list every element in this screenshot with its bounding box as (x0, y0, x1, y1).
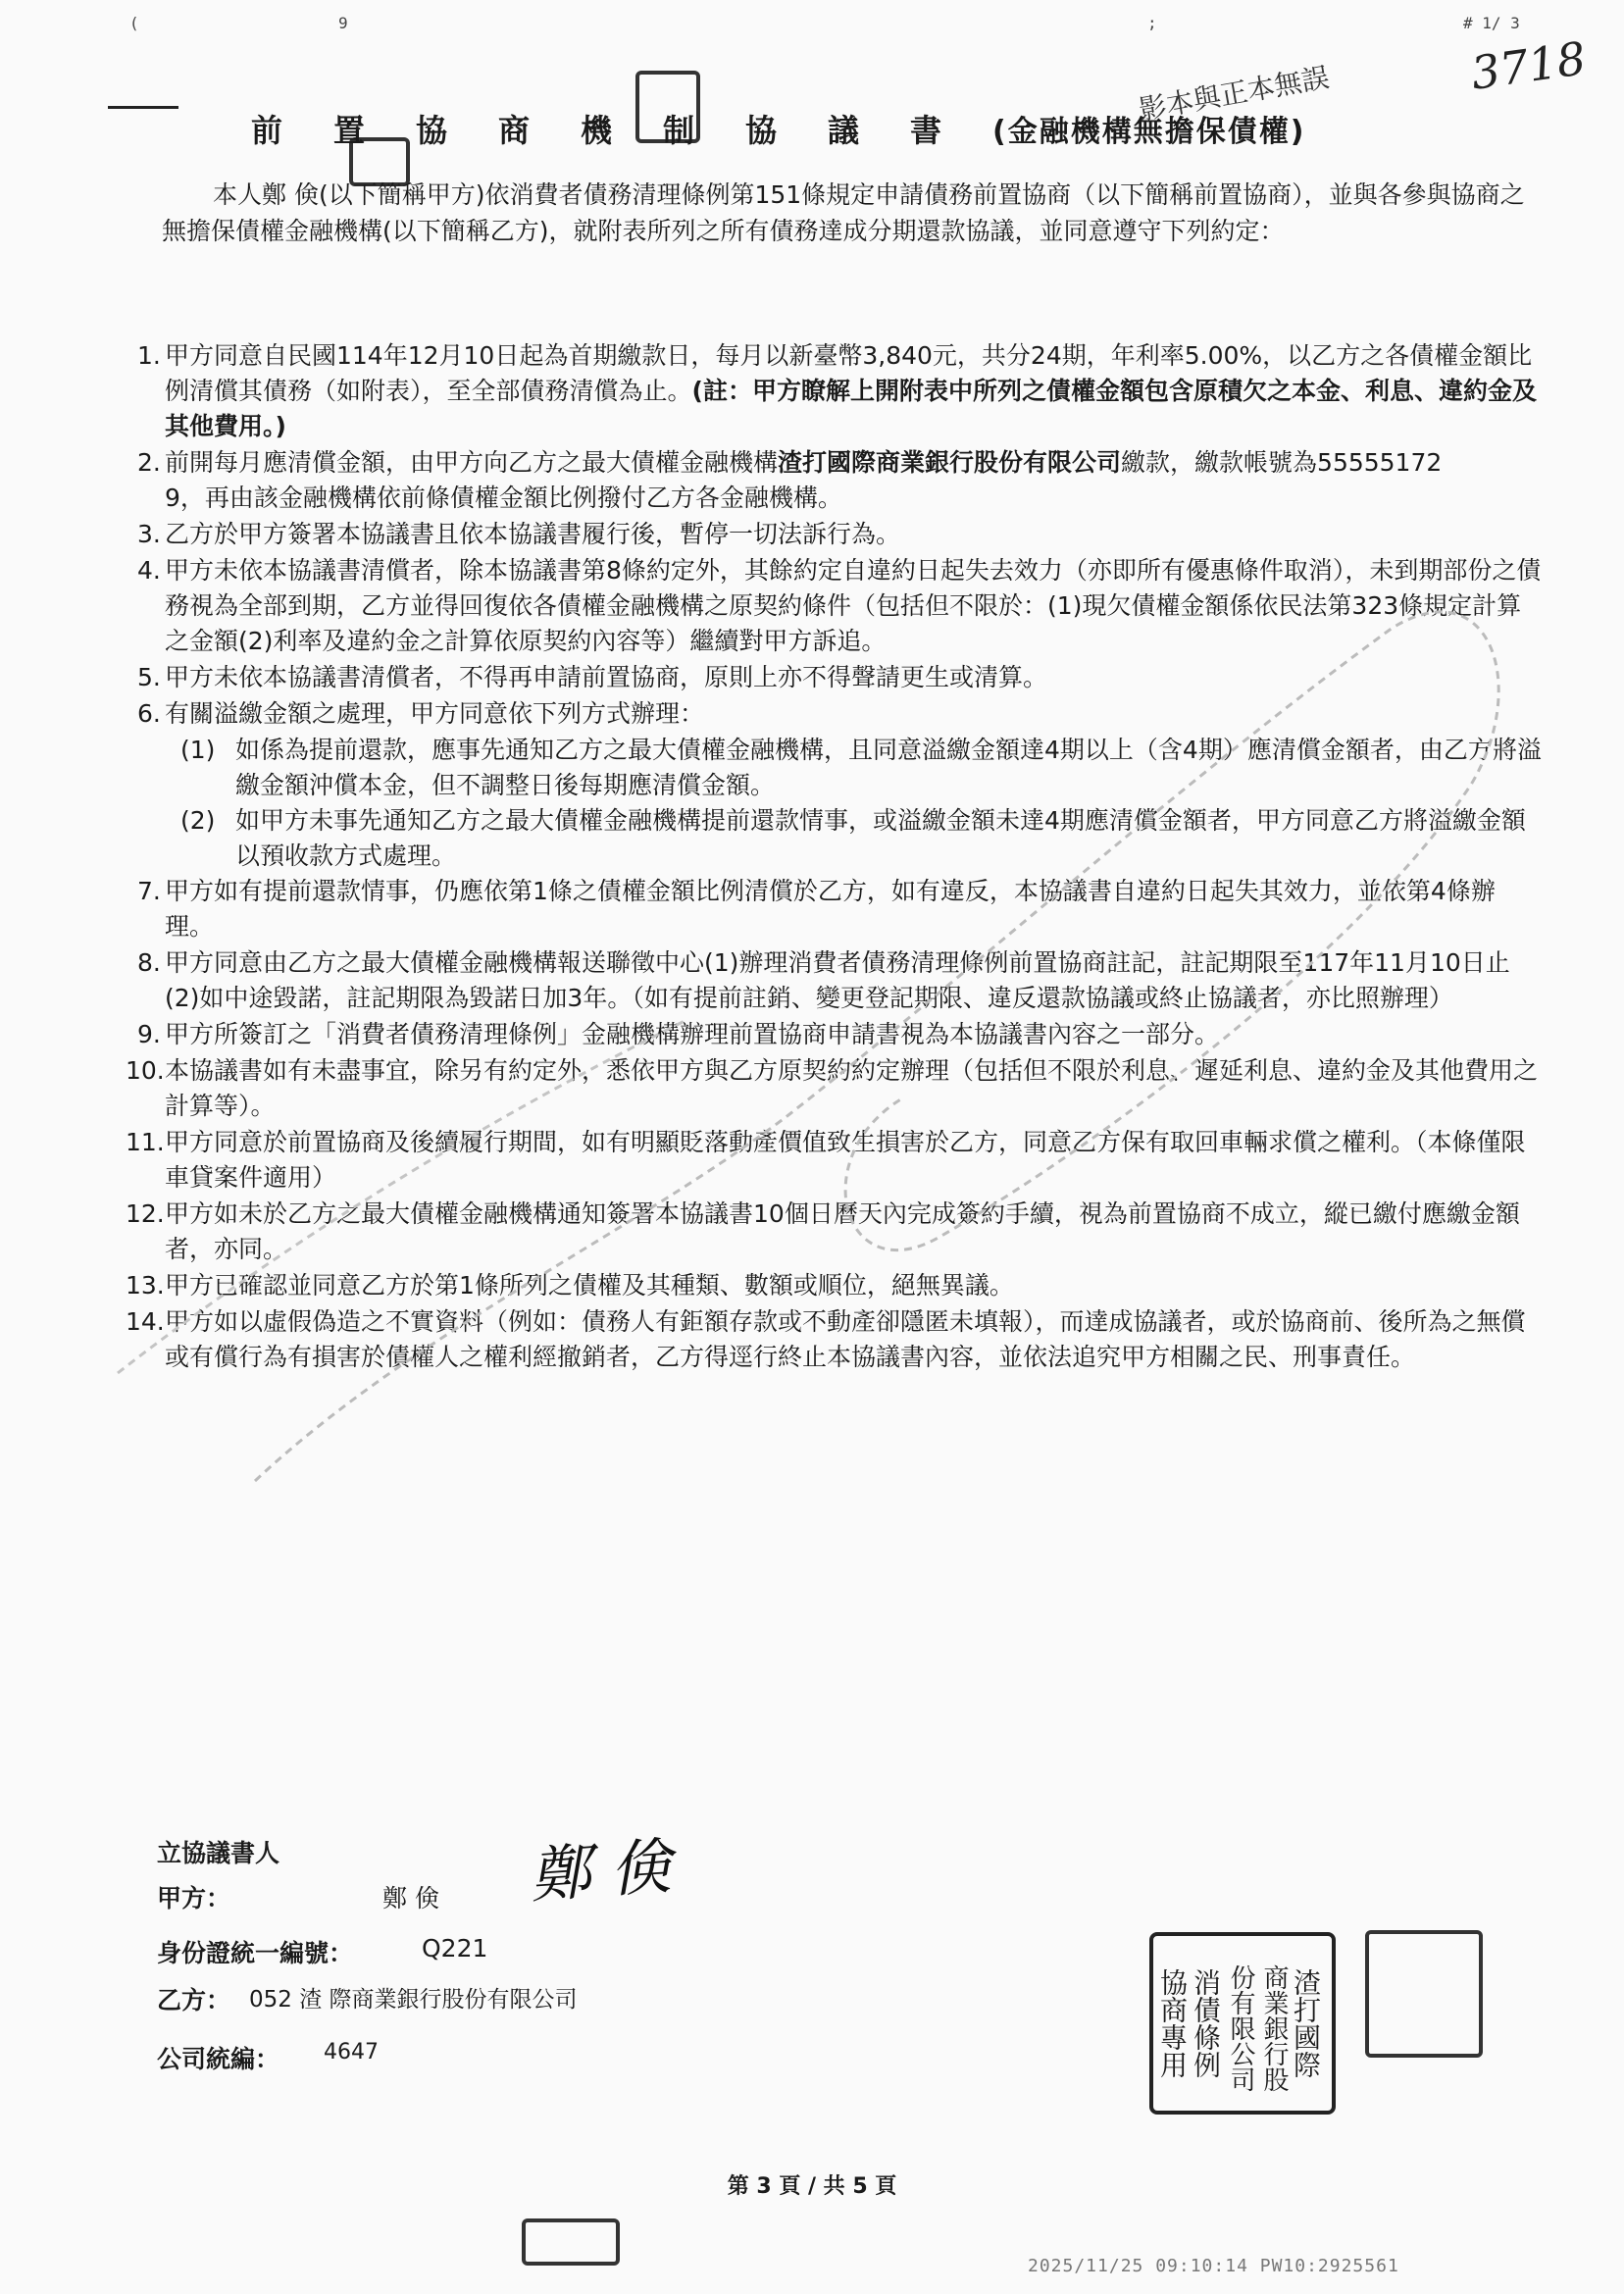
clause-list (126, 338, 1542, 1376)
clause-number: 4. (137, 556, 161, 585)
clause-text: 乙方於甲方簽署本協議書且依本協議書履行後，暫停一切法訴行為。 (165, 520, 901, 548)
margin-dash-mark (108, 106, 178, 109)
clause-text: 甲方如以虛假偽造之不實資料（例如：債務人有鉅額存款或不動產卻隱匿未填報），而達成協議者，或於協商前、後所為之無償或有償行為有損害於債權人之權利經撤銷者，乙方得逕行終止本協議書內容，並依法追究甲方相關之民、刑事責任。 (165, 1307, 1526, 1371)
intro-paragraph: 本人鄭 倹(以下簡稱甲方)依消費者債務清理條例第151條規定申請債務前置協商（以下簡稱前置協商），並與各參與協商之無擔保債權金融機構(以下簡稱乙方)，就附表所列之所有債務達成分期還款協議，並同意遵守下列約定： (162, 180, 1525, 245)
bank-name-bold: 渣打國際商業銀行股份有限公司 (778, 448, 1122, 477)
redacted-area (1442, 452, 1532, 476)
handwritten-signature: 鄭 倹 (527, 1830, 674, 1912)
seal-column: 協商專用 (1156, 1968, 1189, 2078)
clause-1 (137, 338, 1542, 444)
clause-number: 14. (126, 1307, 165, 1336)
seal-column: 商業銀行股 (1259, 1964, 1289, 2092)
account-number-text: 繳款，繳款帳號為55555172 (1121, 448, 1443, 477)
id-number-value: Q221 (422, 1934, 488, 1963)
bank-seal (1149, 1932, 1336, 2115)
clause-2 (137, 445, 1542, 516)
party-b-value: 052 渣 際商業銀行股份有限公司 (249, 1987, 578, 2013)
fax-center-digit: 9 (338, 14, 348, 32)
clause-number: 1. (137, 341, 161, 370)
clause-3 (137, 517, 1542, 552)
seal-column: 渣打國際 (1290, 1968, 1322, 2078)
clause-number: 13. (126, 1271, 165, 1300)
clause-text: 甲方同意於前置協商及後續履行期間，如有明顯貶落動產價值致生損害於乙方，同意乙方保有取回車輛求償之權利。（本條僅限車貸案件適用） (165, 1128, 1526, 1192)
clause-number: 9. (137, 1020, 161, 1048)
page-number: 第 3 頁 / 共 5 頁 (727, 2174, 897, 2199)
clause-number: 2. (137, 448, 161, 477)
clause-8 (137, 945, 1542, 1016)
clause-text: 甲方同意由乙方之最大債權金融機構報送聯徵中心(1)辦理消費者債務清理條例前置協商註記，註記期限至117年11月10日止(2)如中途毀諾，註記期限為毀諾日加3年。（如有提前註銷、變更登記期限、違反還款協議或終止協議者，亦比照辦理） (165, 948, 1510, 1012)
clause-13 (126, 1268, 1542, 1303)
clause-text: 甲方未依本協議書清償者，除本協議書第8條約定外，其餘約定自違約日起失去效力（亦即所有優惠條件取消），未到期部份之債務視為全部到期，乙方並得回復依各債權金融機構之原契約條件（包括但不限於：(1)現欠債權金額係依民法第323條規定計算之金額(2)利率及違約金之計算依原契約內容等）繼續對甲方訴追。 (165, 556, 1542, 655)
fax-semicolon: ; (1147, 14, 1157, 32)
title-sub: (金融機構無擔保債權) (992, 115, 1306, 149)
company-tax-id-value: 4647 (324, 2040, 379, 2065)
document-title (251, 106, 1428, 151)
clause-9 (137, 1017, 1542, 1052)
id-number-label: 身份證統一編號： (157, 1939, 354, 1967)
clause-10 (126, 1053, 1542, 1124)
handwritten-number: 3718 (1467, 31, 1590, 100)
clause-number: 12. (126, 1199, 165, 1228)
clause-number: 8. (137, 948, 161, 977)
party-b-label: 乙方： (157, 1986, 231, 2014)
clause-number: 5. (137, 663, 161, 691)
title-main: 前置協商機制協議書 (251, 112, 993, 149)
clause-number: 6. (137, 699, 161, 728)
seal-column: 消債條例 (1190, 1968, 1222, 2078)
clause-6-sub-1 (137, 733, 1542, 803)
clause-text: 甲方已確認並同意乙方於第1條所列之債權及其種類、數額或順位，絕無異議。 (165, 1271, 1014, 1300)
sub-clause-number: (1) (180, 736, 216, 764)
clause-number: 3. (137, 520, 161, 548)
clause-6-sub-2 (137, 803, 1542, 874)
clause-14 (126, 1304, 1542, 1375)
party-a-name: 鄭 倹 (382, 1884, 439, 1912)
clause-7 (137, 874, 1542, 944)
footer-print-id: 2025/11/25 09:10:14 PW10:2925561 (1028, 2256, 1399, 2276)
clause-note-bold: (註：甲方瞭解上開附表中所列之債權金額包含原積欠之本金、利息、違約金及其他費用。) (165, 377, 1537, 440)
clause-number: 7. (137, 877, 161, 905)
clause-text: 本協議書如有未盡事宜，除另有約定外，悉依甲方與乙方原契約約定辦理（包括但不限於利息、遲延利息、違約金及其他費用之計算等）。 (165, 1056, 1539, 1120)
copy-certification-stamp: 影本與正本無誤 (1136, 61, 1332, 127)
clause-4 (137, 553, 1542, 659)
fax-left-mark: ( (129, 14, 139, 32)
clause-12 (126, 1197, 1542, 1267)
company-tax-id-label: 公司統編： (157, 2045, 280, 2073)
fax-header (0, 14, 1624, 37)
seal-column: 份有限公司 (1226, 1964, 1255, 2092)
clause-text: 甲方如未於乙方之最大債權金融機構通知簽署本協議書10個日曆天內完成簽約手續，視為前置協商不成立，縱已繳付應繳金額者，亦同。 (165, 1199, 1520, 1263)
clause-text: 前開每月應清償金額，由甲方向乙方之最大債權金融機構 (165, 448, 779, 477)
party-a-label: 甲方： (157, 1884, 231, 1912)
clause-6 (137, 696, 1542, 732)
bottom-seal-stamp (522, 2218, 620, 2266)
sub-clause-text: 如甲方未事先通知乙方之最大債權金融機構提前還款情事，或溢繳金額未達4期應清償金額者，甲方同意乙方將溢繳金額以預收款方式處理。 (235, 806, 1526, 870)
authorized-seal-stamp (1365, 1930, 1483, 2058)
sub-clause-text: 如係為提前還款，應事先通知乙方之最大債權金融機構，且同意溢繳金額達4期以上（含4期）應清償金額者，由乙方將溢繳金額沖償本金，但不調整日後每期應清償金額。 (235, 736, 1542, 799)
clause-text-tail: 9，再由該金融機構依前條債權金額比例撥付乙方各金融機構。 (165, 484, 842, 512)
clause-text: 有關溢繳金額之處理，甲方同意依下列方式辦理： (165, 699, 705, 728)
clause-number: 10. (126, 1056, 165, 1085)
clause-text: 甲方未依本協議書清償者，不得再申請前置協商，原則上亦不得聲請更生或清算。 (165, 663, 1048, 691)
sub-clause-number: (2) (180, 806, 216, 835)
clause-text: 甲方同意自民國114年12月10日起為首期繳款日，每月以新臺幣3,840元，共分24期，年利率5.00%，以乙方之各債權金額比例清償其債務（如附表），至全部債務清償為止。 (165, 341, 1533, 405)
signatory-heading: 立協議書人 (157, 1839, 280, 1867)
clause-text: 甲方所簽訂之「消費者債務清理條例」金融機構辦理前置協商申請書視為本協議書內容之一部分。 (165, 1020, 1220, 1048)
clause-11 (126, 1125, 1542, 1196)
clause-number: 11. (126, 1128, 165, 1156)
clause-5 (137, 660, 1542, 695)
clause-text: 甲方如有提前還款情事，仍應依第1條之債權金額比例清償於乙方，如有違反，本協議書自違約日起失其效力，並依第4條辦理。 (165, 877, 1496, 941)
fax-page-counter: # 1/ 3 (1463, 14, 1520, 32)
